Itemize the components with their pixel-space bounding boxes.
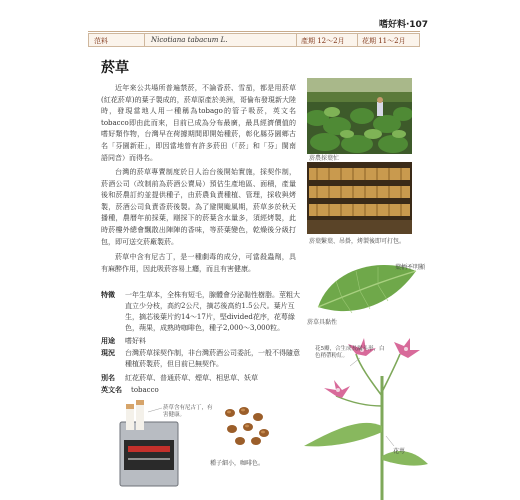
flowering-period: 花期 11～2月: [362, 37, 406, 45]
calyx-caption: 花萼: [393, 448, 406, 455]
drying-caption: 菸葉繫葉、吊掛，烤製後即可打包。: [309, 238, 406, 245]
spec-label: 別名: [101, 374, 115, 382]
info-divider: [296, 34, 297, 46]
running-header: [379, 17, 428, 30]
body-paragraph: 菸草中含有尼古丁，是一種劇毒的成分，可當殺蟲劑，具有麻醉作用，因此吸菸容易上癮，而且有害健康。: [101, 253, 296, 273]
spec-value: 一年生草本，全株有短毛，腺體會分泌黏性樹脂。莖粗大直立少分枝，高約2公尺，摘芯後高約1.5公尺。葉片互生，摘芯後葉片約14～17片，堅divided花序，花萼綠色，蒴果，成熟時咖啡色，種子2,000～3,000粒。: [125, 291, 300, 332]
spec-alias: [101, 373, 301, 384]
scientific-name: Nicotiana tabacum L.: [151, 36, 228, 44]
body-paragraph: 近年來公共場所普遍禁菸，不論香菸、雪茄，都是用菸草(紅花菸草)的葉子製成的，菸草原產於美洲，哥倫布發現新大陸時，發現當地人用一種稱為tobago的管子吸菸，英文名tobacco即由此而來，目前已成為分布最廣，最具經濟價值的嗜好類作物，台灣早在荷據期間即開始種菸，彰化縣芬園鄉古名「芬園新莊」，即因當地曾有許多菸田（「菸」和「芬」閩南語同音）而得名。: [101, 84, 296, 162]
info-divider: [144, 34, 145, 46]
spec-use: [101, 336, 301, 347]
field-caption: 菸農採葉忙: [309, 155, 340, 162]
seeds-caption: 種子細小，咖啡色。: [210, 460, 265, 467]
info-divider: [357, 34, 358, 46]
header-rule: [88, 31, 420, 32]
info-bar: [88, 33, 420, 47]
spec-label: 現況: [101, 349, 115, 357]
spec-status: [101, 348, 301, 370]
flower-description-caption: 花5瓣，合生成長漏斗形，白色稍帶粉紅。: [315, 346, 385, 359]
body-paragraph: 台灣的菸草專賣制度於日人治台後開始實施，採契作制，菸酒公司（改制前為菸酒公賣局）預估生產地區、面積，產量後和菸農訂約並提供種子，由菸農負責種植、管理，採收與烤製，菸酒公司負責香菸後製。為了避開颱風期，菸草多於秋天播種，農曆年前採葉，剛採下的菸葉含水量多，須經烤製，此時菸樓外總會飄散出陣陣的香味，等菸葉變色，乾燥後分級打包，即可送交菸廠製菸。: [101, 168, 296, 246]
page-title: 菸草: [101, 60, 129, 76]
spec-label: 特徵: [101, 291, 115, 299]
leaf-caption: 菸草具黏性: [307, 319, 338, 326]
header-bullet: ‧: [406, 20, 410, 30]
spec-value: 嗜好料: [125, 337, 146, 345]
leaf-petiole-caption: 葉柄不明顯: [395, 264, 426, 271]
spec-english-name: [101, 385, 301, 396]
production-period: 產期 12～2月: [301, 37, 345, 45]
spec-feature: [101, 290, 301, 334]
section-name: 嗜好料: [379, 20, 407, 30]
pack-caption: 菸草含有尼古丁，有害健康。: [163, 405, 213, 418]
spec-label: 用途: [101, 337, 115, 345]
spec-value: tobacco: [131, 386, 159, 394]
seeds-illustration: [220, 405, 275, 447]
page-number: 107: [409, 20, 428, 30]
drying-barn-photo: [307, 162, 412, 234]
spec-value: 台灣菸草採契作制，非台灣菸酒公司委託，一般不得隨意種植菸製菸，但目前已無契作。: [125, 349, 300, 368]
field-photo: [307, 78, 412, 154]
flowering-plant-illustration: [290, 336, 430, 500]
spec-value: 紅花菸草、普通菸草、煙草、相思草、妖草: [125, 374, 258, 382]
spec-label: 英文名: [101, 386, 122, 394]
category-label: 范料: [94, 37, 108, 45]
